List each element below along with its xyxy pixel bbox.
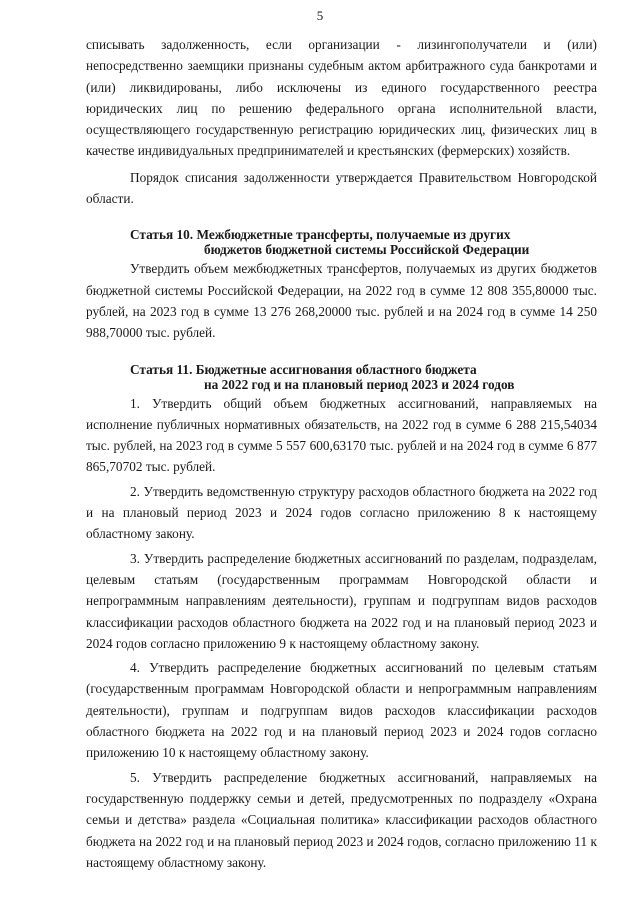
article-11-item-3: 3. Утвердить распределение бюджетных ассигнований по разделам, подразделам, целевым статьям (государственным программам Новгородской области и непрограммным направлениям деятельности), группам и подгруппам видов расходов классификации расходов областного бюджета на 2022 год и на плановый период 2023 и 2024 годов согласно приложению 9 к настоящему областному закону. [86, 550, 597, 651]
page-number: 5 [316, 8, 324, 23]
intro-paragraph: списывать задолженность, если организации - лизингополучатели и (или) непосредственно заемщики признаны судебным актом арбитражного суда банкротами и (или) ликвидированы, либо исключены из единого государственного реестра юридических лиц по решению федерального органа исполнительной власти, осуществляющего государственную регистрацию юридических лиц, физических лиц в качестве индивидуальных предпринимателей и крестьянских (фермерских) хозяйств. [86, 37, 597, 159]
article-11-item-2: 2. Утвердить ведомственную структуру расходов областного бюджета на 2022 год и на плановый период 2023 и 2024 годов согласно приложению 8 к настоящему областному закону. [86, 483, 597, 542]
article-10-title-line-2: бюджетов бюджетной системы Российской Федерации [204, 242, 530, 258]
article-10-heading [86, 227, 597, 257]
article-11-heading [86, 362, 597, 392]
document-body [86, 34, 597, 873]
article-11-title-line-1: Статья 11. Бюджетные ассигнования областного бюджета [130, 361, 477, 377]
procedure-paragraph: Порядок списания задолженности утверждается Правительством Новгородской области. [86, 169, 597, 207]
article-10-body: Утвердить объем межбюджетных трансфертов, получаемых из других бюджетов бюджетной системы Российской Федерации, на 2022 год в сумме 12 808 355,80000 тыс. рублей, на 2023 год в сумме 13 276 268,20000 тыс. рублей и на 2024 год в сумме 14 250 988,70000 тыс. рублей. [86, 261, 597, 341]
article-11-title-line-2: на 2022 год и на плановый период 2023 и 2024 годов [204, 376, 515, 392]
article-11-item-4: 4. Утвердить распределение бюджетных ассигнований по целевым статьям (государственным программам Новгородской области и непрограммным направлениям деятельности), группам и подгруппам видов расходов классификации расходов областного бюджета на 2022 год и на плановый период 2023 и 2024 годов согласно приложению 10 к настоящему областному закону. [86, 660, 597, 761]
article-10-title-line-1: Статья 10. Межбюджетные трансферты, получаемые из других [130, 227, 511, 243]
article-11-item-5: 5. Утвердить распределение бюджетных ассигнований, направляемых на государственную поддержку семьи и детей, предусмотренных по подразделу «Охрана семьи и детства» раздела «Социальная политика» классификации расходов областного бюджета на 2022 год и на плановый период 2023 и 2024 годов, согласно приложению 11 к настоящему областному закону. [86, 769, 597, 870]
article-11-item-1: 1. Утвердить общий объем бюджетных ассигнований, направляемых на исполнение публичных нормативных обязательств, на 2022 год в сумме 6 288 215,54034 тыс. рублей, на 2023 год в сумме 5 557 600,63170 тыс. рублей и на 2024 год в сумме 6 877 865,70702 тыс. рублей. [86, 395, 597, 475]
